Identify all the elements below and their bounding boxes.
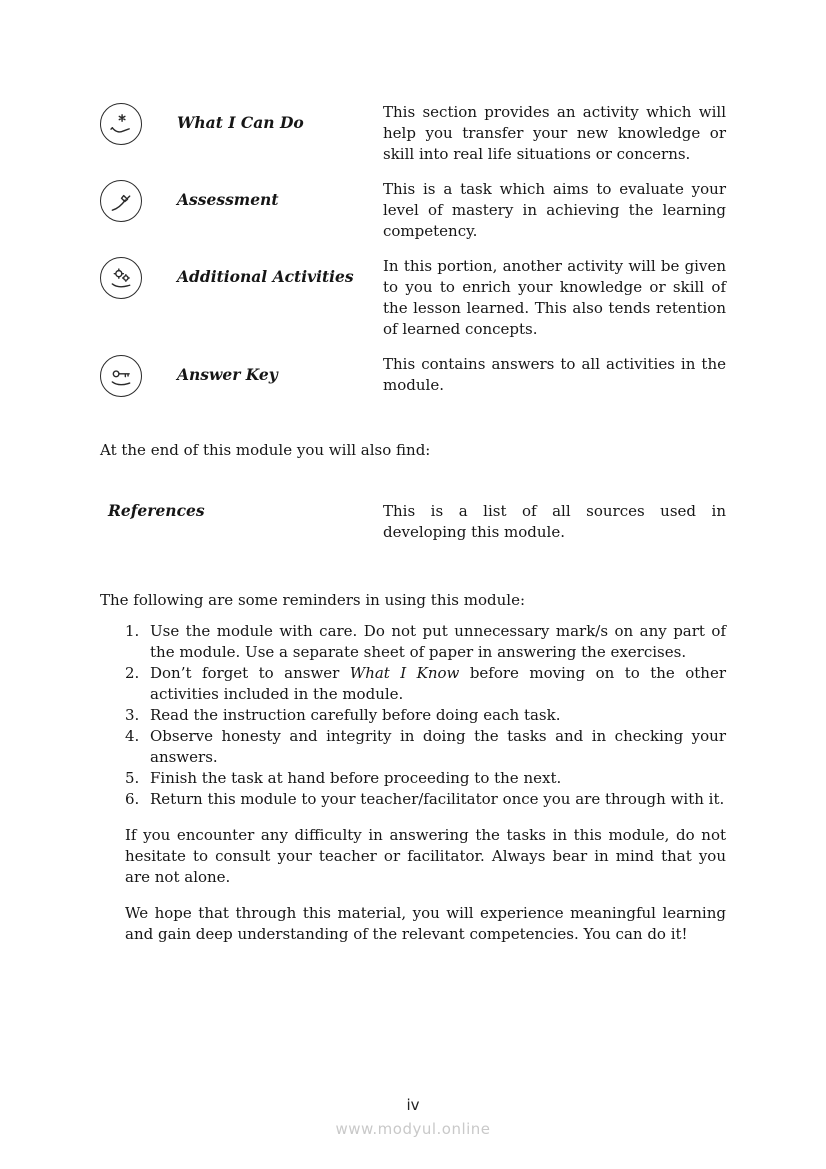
list-item-number: 4. — [125, 727, 140, 745]
references-description: This is a list of all sources used in developing this module. — [383, 502, 726, 541]
references-label: References — [108, 501, 205, 520]
section-row-answer-key — [100, 354, 726, 397]
closing-paragraph: If you encounter any difficulty in answering the tasks in this module, do not hesitate to consult your teacher or facilitator. Always bear in mind that you are not alone. — [125, 826, 726, 886]
list-item — [125, 663, 726, 705]
list-item-text: Observe honesty and integrity in doing the tasks and in checking your answers. — [150, 727, 726, 766]
list-item-number: 2. — [125, 664, 140, 682]
pen-icon — [100, 180, 142, 222]
section-description: In this portion, another activity will be given to you to enrich your knowledge or skill of the lesson learned. This also tends retention of learned concepts. — [383, 257, 726, 338]
list-item-text: Finish the task at hand before proceeding to the next. — [150, 769, 562, 787]
list-item-text-italic: What I Know — [349, 664, 460, 682]
reminders-intro: The following are some reminders in using this module: — [100, 591, 525, 609]
section-description: This contains answers to all activities in the module. — [383, 355, 726, 394]
icon-cell — [100, 179, 177, 222]
section-row-what-i-can-do — [100, 102, 726, 165]
references-row — [100, 501, 726, 543]
page-content — [100, 102, 726, 945]
list-item-text-suffix: before moving on to the other activities included in the module. — [150, 664, 726, 703]
list-item — [125, 726, 726, 768]
list-item — [125, 705, 726, 726]
watermark: www.modyul.online — [335, 1120, 491, 1138]
icon-cell — [100, 354, 177, 397]
list-item-text: Return this module to your teacher/facilitator once you are through with it. — [150, 790, 725, 808]
reminders-list — [125, 621, 726, 810]
list-item — [125, 621, 726, 663]
list-item — [125, 789, 726, 810]
hand-holding-gears-icon — [100, 257, 142, 299]
section-label: Additional Activities — [177, 267, 354, 286]
section-label: What I Can Do — [177, 113, 304, 132]
icon-cell — [100, 256, 177, 299]
list-item-text: Read the instruction carefully before doing each task. — [150, 706, 561, 724]
page-number: iv — [406, 1096, 420, 1114]
also-find-text: At the end of this module you will also find: — [100, 441, 431, 459]
hand-holding-key-icon — [100, 355, 142, 397]
hand-holding-sparkle-icon — [100, 103, 142, 145]
list-item-number: 5. — [125, 769, 140, 787]
section-row-additional-activities — [100, 256, 726, 340]
section-description: This is a task which aims to evaluate your level of mastery in achieving the learning competency. — [383, 180, 726, 240]
closing-paragraph: We hope that through this material, you will experience meaningful learning and gain deep understanding of the relevant competencies. You can do it! — [125, 904, 726, 943]
list-item-text — [150, 663, 726, 705]
section-label: Assessment — [177, 190, 279, 209]
list-item-text: Use the module with care. Do not put unnecessary mark/s on any part of the module. Use a separate sheet of paper in answering the exercises. — [150, 622, 726, 661]
list-item-text-prefix: Don’t forget to answer — [150, 664, 350, 682]
list-item-number: 3. — [125, 706, 140, 724]
list-item-number: 1. — [125, 622, 140, 640]
section-label: Answer Key — [177, 365, 278, 384]
section-description: This section provides an activity which will help you transfer your new knowledge or skill into real life situations or concerns. — [383, 103, 726, 163]
list-item-number: 6. — [125, 790, 140, 808]
list-item — [125, 768, 726, 789]
icon-cell — [100, 102, 177, 145]
section-row-assessment — [100, 179, 726, 242]
